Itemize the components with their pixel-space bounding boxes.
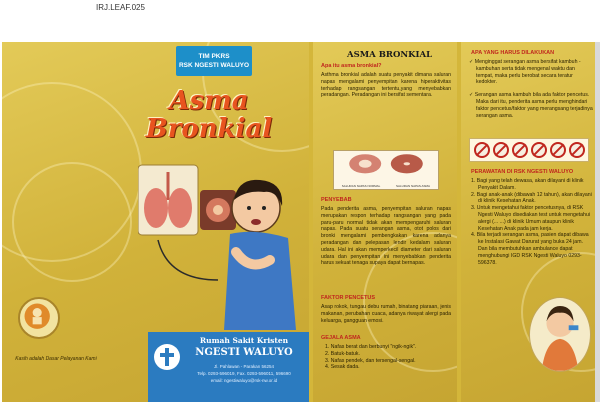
care-heading: PERAWATAN DI RSK NGESTI WALUYO [471,169,574,175]
no-flower-icon [569,142,585,158]
list-item: 1. Bagi yang telah dewasa, akan dilayani di klinik Penyakit Dalam. [471,178,584,191]
cover-panel [2,42,309,402]
list-item: 3. Untuk mengetahui faktor pencetusnya, di RSK Ngesti Waluyo disediakan test untuk mengetahui alergi (... ...) di klinik Umum ataupun klinik Kesehatan Anak pada jam kerja. [471,205,590,232]
hospital-address: Jl. Pahlawan - Parakan 56254 [213,364,275,369]
airway-comparison-image [334,151,438,183]
cover-title-line-1: Asma [169,86,249,116]
list-item: 4. Bila terjadi serangan asma, pasien dapat dibawa ke Instalasi Gawat Darurat yang buka 24 jam. Dan bila membutuhkan ambulance dapat menghubungi IGD RSK Ngesti Waluyo 0293-596378. [471,232,589,266]
patient-shirt [224,232,296,330]
no-dust-icon [493,142,509,158]
trigger-heading: FAKTOR PENCETUS [321,295,375,301]
action-heading: APA YANG HARUS DILAKUKAN [471,50,555,56]
trigger-icons-strip [469,138,589,162]
figure-label-asthma: SALURAN NAPAS ASMA [395,184,431,188]
care-panel [461,42,596,402]
airway-comparison-figure [333,150,439,190]
figure-label-normal: SALURAN NAPAS NORMAL [341,184,381,188]
airway-lumen-shape [213,205,223,215]
pointer-line [158,240,218,280]
definition-heading: Apa itu asma bronkial? [321,63,382,69]
right-lung-shape [168,188,192,228]
no-food-icon [550,142,566,158]
list-item: ✓ Menginggat serangan asma bersifat kambuh - kambuhan serta tidak mengenal waktu dan tempat, maka perlu berobat secara teratur kedokter. [469,59,581,86]
symptom-heading: GEJALA ASMA [321,335,361,341]
list-item: 1. Nafas berat dan berbunyi "ngik-ngik". [325,344,417,350]
no-smoking-icon [474,142,490,158]
team-badge [176,46,252,76]
action-list [469,59,593,119]
hospital-email: email: ngestiwaluyo@rsk-nw.or.id [210,378,278,383]
no-bird-icon [531,142,547,158]
paper-edge [595,42,600,402]
badge-line-1: TIM PKRS [198,53,230,60]
asthma-patient-illustration [138,160,303,330]
patient-eye [262,206,266,210]
list-item: 2. Bagi anak-anak (dibawah 12 tahun), akan dilayani di klinik Kesehatan Anak. [471,191,592,205]
badge-line-2: RSK NGESTI WALUYO [178,62,250,69]
decor-swirl [12,162,132,282]
hospital-phone: Telp. 0293-596019, Fax. 0293-596011, 596690 [197,371,291,376]
info-panel [313,42,457,402]
leaflet-sheet [2,42,596,402]
definition-text: Asthma bronkial adalah suatu penyakit dimana saluran napas mengalami penyempitan karena hiperaktivitas terhadap rangsangan tertentu,yang menyebabkan peradangan. Peradangan ini bersifat sementara. [321,72,451,99]
logo-emblem-icon [20,299,58,337]
hospital-type: Rumah Sakit Kristen [199,336,289,345]
list-item: 2. Batuk-batuk. [325,350,360,357]
cause-heading: PENYEBAB [321,197,352,203]
hospital-name: NGESTI WALUYO [195,347,293,358]
cover-title-line-2: Bronkial [145,114,273,144]
cross-icon [154,344,180,370]
hospital-logo [154,344,180,370]
organization-logo [18,297,60,339]
symptom-list [325,344,455,371]
list-item: 4. Sesak dada. [325,364,360,371]
patient-eye [247,206,251,210]
inhaler-user-illustration [529,297,591,372]
list-item: ✓ Serangan asma kambuh bila ada faktor pencetus. Maka dari itu, penderita asma perlu menghindari faktor pencetus/faktor yang merangsang terjadinya serangan asma. [469,92,593,119]
trigger-text: Asap rokok, tungau debu rumah, binatang piaraan, jenis makanan, perubahan cuaca, adanya riwayat alergi pada keluarga, gangguan emosi. [321,304,451,324]
list-item: 3. Nafas pendek, dan tersengal-sengal. [325,357,416,364]
section-heading: ASMA BRONKIAL [347,50,433,60]
document-id: IRJ.LEAF.025 [96,3,145,12]
care-list [471,178,593,266]
left-lung-shape [144,188,168,228]
patient-mouth [251,219,261,225]
organization-motto: Kasih adalah Dasar Pelayanan Kami [15,356,97,362]
cause-text: Pada penderita asma, penyempitan saluran napas merupakan respon terhadap rangsangan yang pada paru-paru normal tidak akan mempengaruhi saluran napas. Pada suatu serangan asma, otot polos dari bronki mengalami pembengkakan karena adanya peradangan dan pelepasan lendir kedalam saluran udara. Hal ini akan memperkecil diameter dari saluran udara dan penyempitan ini menyebabkan penderita harus sekuat tenaga supaya dapat bernapas. [321,206,451,267]
no-cat-icon [512,142,528,158]
